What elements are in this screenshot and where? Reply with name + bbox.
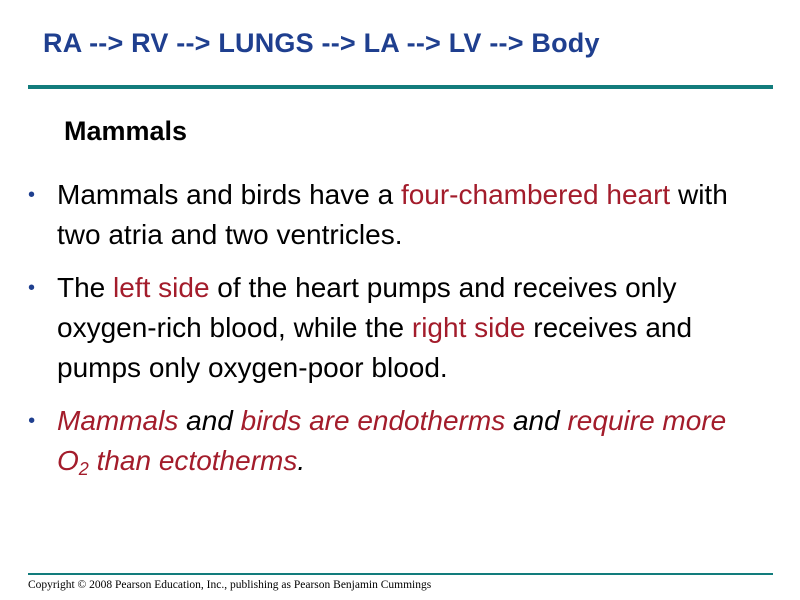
bullet-2-highlight-right: right side [411, 312, 526, 343]
bullet-3-highlight-birds: birds are endotherms [240, 405, 506, 436]
bullet-3-text-2: and [505, 405, 568, 436]
bullet-2-text-3: receives and pumps only oxygen-poor blood. [57, 312, 693, 383]
bullet-list [28, 175, 758, 494]
bullet-1-text-2: with two atria and two ventricles. [57, 179, 728, 250]
bullet-1-highlight: four-chambered heart [400, 179, 671, 210]
bullet-2-text-2: of the heart pumps and receives only oxygen-rich blood, while the [57, 272, 677, 343]
bullet-dot-icon: • [28, 184, 36, 206]
bullet-dot-icon: • [28, 277, 36, 299]
bullet-2-highlight-left: left side [113, 272, 210, 303]
bullet-2-text-1: The [57, 272, 114, 303]
slide-title: RA --> RV --> LUNGS --> LA --> LV --> Body [43, 28, 600, 58]
section-heading: Mammals [64, 116, 188, 146]
copyright-footer: Copyright © 2008 Pearson Education, Inc., publishing as Pearson Benjamin Cummings [28, 579, 432, 591]
bullet-3-highlight-mammals: Mammals [57, 405, 179, 436]
bottom-divider [28, 573, 773, 575]
bullet-item-1 [28, 175, 758, 255]
bullet-3-period: . [297, 445, 306, 476]
top-divider [28, 85, 773, 89]
bullet-3-text-1: and [178, 405, 241, 436]
bullet-item-3 [28, 401, 758, 481]
bullet-3-subscript: 2 [78, 459, 89, 479]
bullet-3-highlight-require: require more O [57, 405, 727, 476]
bullet-3-highlight-ectotherms: than ectotherms [88, 445, 298, 476]
bullet-dot-icon: • [28, 410, 36, 432]
bullet-item-2 [28, 268, 758, 388]
bullet-1-text-1: Mammals and birds have a [57, 179, 401, 210]
